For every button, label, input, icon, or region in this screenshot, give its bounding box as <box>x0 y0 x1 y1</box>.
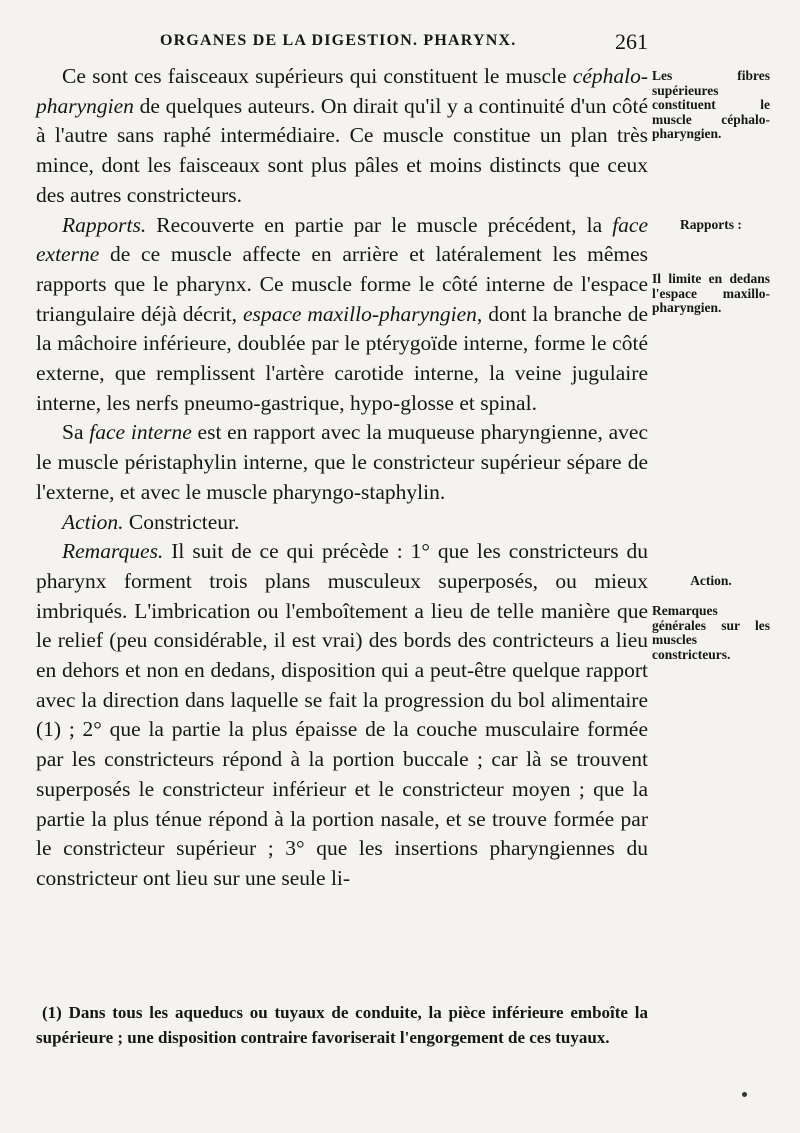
term-face-interne: face interne <box>89 420 192 445</box>
margin-note-rapports: Rapports : <box>680 217 742 232</box>
paragraph-action: Action. Constricteur. <box>62 509 240 534</box>
running-header <box>36 29 648 56</box>
paragraph-remarques: Remarques. Il suit de ce qui précède : 1° que les constricteurs du pharynx forment trois plans musculeux superposés, ou mieux imbriqués. L'imbrication ou l'emboîtement a lieu de telle manière que le relief (peu considérable, il est vrai) des bords des contricteurs a lieu en dehors et non en dedans, disposition qui a peut-être quelque rapport avec la direction dans laquelle se fait la progression du bol alimentaire (1) ; 2° que la partie la plus épaisse de la couche musculaire formée par les constricteurs répond à la portion buccale ; car là se trouvent superposés le constricteur inférieur et le constricteur moyen ; que la partie la plus ténue répond à la portion nasale, et se trouve formée par le constricteur supérieur ; 3° que les insertions pharyngiennes du constricteur ont lieu sur une seule li- <box>36 539 648 890</box>
paragraph-face-interne: Sa face interne est en rapport avec la muqueuse pharyngienne, avec le muscle péristaphylin interne, que le constricteur supérieur sépare de l'externe, et avec le muscle pharyngo-staphylin. <box>36 420 648 504</box>
main-text <box>36 62 648 894</box>
term-espace-maxillo-pharyngien: espace maxillo-pharyngien <box>242 301 477 326</box>
paragraph-cephalo-pharyngien: Ce sont ces faisceaux supérieurs qui constituent le muscle céphalo-pharyngien de quelques auteurs. On dirait qu'il y a continuité d'un côté à l'autre sans raphé intermédiaire. Ce muscle constitue un plan très mince, dont les faisceaux sont plus pâles et moins distincts que ceux des autres constricteurs. <box>36 64 648 207</box>
footnote-text: (1) Dans tous les aqueducs ou tuyaux de conduite, la pièce inférieure emboîte la supérieure ; une disposition contraire favoriserait l'engorgement de ces tuyaux. <box>36 1003 648 1047</box>
margin-note-fibres: Les fibres supérieures constituent le muscle céphalo-pharyngien. <box>652 68 770 141</box>
print-speck <box>742 1092 747 1097</box>
section-heading-rapports: Rapports. <box>62 212 147 237</box>
margin-note-action: Action. <box>690 573 732 588</box>
section-heading-remarques: Remarques. <box>62 539 164 564</box>
section-heading-action: Action. <box>62 509 124 534</box>
margin-note-remarques: Remarques générales sur les muscles constricteurs. <box>652 603 770 662</box>
footnote <box>36 1000 648 1050</box>
page-number: 261 <box>615 29 648 54</box>
term-cephalo-pharyngien: céphalo-pharyngien <box>36 64 648 118</box>
term-face-externe: face externe <box>36 212 648 267</box>
margin-note-limite: Il limite en dedans l'espace maxillo-pharyngien. <box>652 271 770 315</box>
paragraph-rapports: Rapports. Recouverte en partie par le muscle précédent, la face externe de ce muscle affecte en arrière et latéralement les mêmes rapports que le pharynx. Ce muscle forme le côté interne de l'espace triangulaire déjà décrit, espace maxillo-pharyngien, dont la branche de la mâchoire inférieure, doublée par le ptérygoïde interne, forme le côté externe, que remplissent l'artère carotide interne, la veine jugulaire interne, les nerfs pneumo-gastrique, hypo-glosse et spinal. <box>36 212 648 415</box>
running-title: ORGANES DE LA DIGESTION. PHARYNX. <box>160 32 517 49</box>
